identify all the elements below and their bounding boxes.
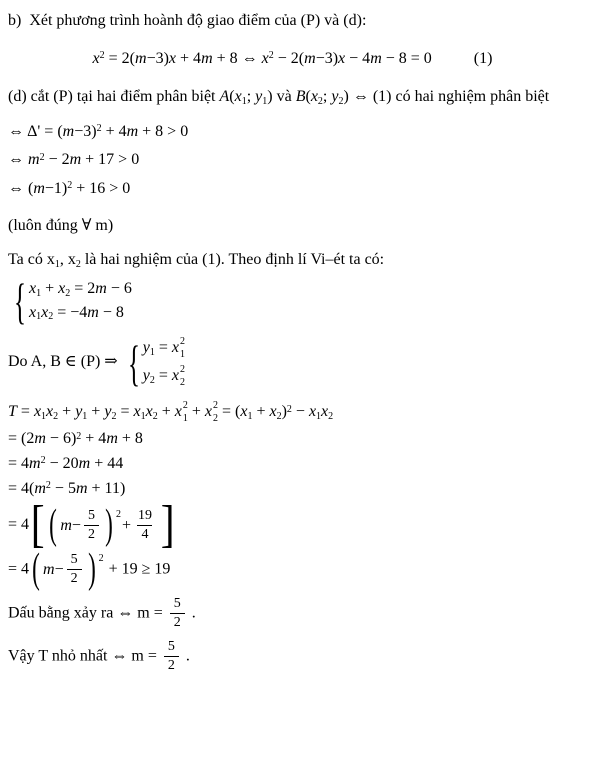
text-run: −3) [146,49,169,67]
text-run: = [154,339,172,357]
superscript: 2 [45,480,51,492]
subscript: 1 [36,287,42,299]
math-variable: x [269,403,277,421]
math-variable: x [168,49,177,67]
text-run: ) ⇔ (1) có hai nghiệm phân biệt [343,88,550,106]
subscript: 2 [328,411,334,423]
text-run: + 4 [81,430,107,448]
math-variable: m [135,49,147,67]
text-run: + [252,403,270,421]
equation-system [8,272,132,329]
text-run: ) [281,403,287,421]
subscript: 1 [247,411,253,423]
system-row [29,279,132,300]
math-variable: x [171,339,179,357]
group-body [43,552,85,587]
math-variable: B [295,88,306,106]
subscript: 2 [48,311,54,323]
text-run: + 11) [87,479,126,497]
text-run: Dấu bằng xảy ra ⇔ m = [8,603,167,621]
text-run: − 6 [106,279,132,297]
text-run: ( [229,88,235,106]
fraction-numerator: 5 [70,552,78,568]
superscript: 2 [76,430,82,442]
subscript: 2 [111,411,117,423]
superscript: 2 [179,364,185,376]
text-run: − 2 [44,151,70,169]
bracket-group [29,496,176,554]
always-true-note [8,215,603,237]
text-run: (1) [473,49,493,67]
group-superscript: 2 [115,508,121,520]
bracket-group [46,501,122,548]
math-variable: x [261,49,269,67]
subscript: 2 [212,413,218,425]
math-variable: m [95,279,107,297]
superscript: 2 [99,50,105,62]
subscript: 1 [182,413,188,425]
math-variable: m [87,303,99,321]
math-variable: m [304,49,316,67]
text-run: −1) [44,179,68,197]
text-run: , x [59,251,76,269]
math-variable: x [338,49,346,67]
text-run: ⇔ Δ' = ( [8,122,63,140]
fraction-numerator: 5 [167,638,175,654]
equation-1 [8,48,603,70]
text-run: Do A, B ∈ (P) ⇒ [8,353,122,371]
system-rows [29,279,132,324]
text-run: + 44 [90,454,124,472]
text-run: = 4 [8,454,30,472]
text-run: = 4 [8,560,30,578]
t-step-complete-square [8,496,603,554]
text-run: = 2( [104,49,135,67]
math-variable: x [41,303,49,321]
text-run: − 5 [50,479,76,497]
bracket-group [29,545,105,592]
text-run: + 17 > 0 [81,151,140,169]
superscript: 2 [182,400,188,412]
math-variable: x [58,279,66,297]
text-run: = [16,403,34,421]
math-variable: m [34,479,46,497]
text-run: ) và [267,88,296,106]
points-on-parabola [8,336,603,389]
delta-expansion-step-2 [8,149,603,171]
text-run: −3) [315,49,339,67]
group-body [60,508,102,543]
equality-condition [8,596,603,631]
system-brace: { [127,334,140,391]
section-b-heading [8,10,603,32]
fraction-denominator: 2 [67,569,82,587]
subscript: 2 [338,95,344,107]
text-run: = 4( [8,479,35,497]
text-run: − 6) [45,430,77,448]
text-run: b) Xét phương trình hoành độ giao điểm của (P) và (d): [8,12,367,29]
math-variable: x [92,49,100,67]
text-run: + [121,516,131,534]
close-delimiter: ) [87,545,96,592]
fraction-numerator: 5 [87,507,95,523]
math-variable: m [62,122,75,140]
t-expression [8,400,603,425]
superscript: 2 [212,400,218,412]
delta-expansion-step-3 [8,178,603,200]
text-run: . [187,603,196,621]
math-variable: m [78,454,91,472]
subscript: 2 [149,375,155,387]
subscript: 2 [152,411,158,423]
text-run: = ( [217,403,241,421]
system-brace: { [14,272,26,329]
viete-intro [8,249,603,271]
text-run: + 4 [101,122,127,140]
text-run: + 4 [176,49,202,67]
text-run: + [87,403,105,421]
text-run: = −4 [53,303,88,321]
text-run: + [41,279,59,297]
subscript: 2 [75,258,81,270]
close-delimiter: ) [105,501,113,548]
text-run: − 8 = 0 [381,49,432,67]
text-run: ; [246,88,256,106]
subscript: 1 [54,258,60,270]
group-superscript: 2 [98,552,104,564]
text-run: + [187,403,205,421]
text-run: . [181,647,190,665]
delta-expansion-step-1 [8,121,603,143]
system-rows [143,336,185,389]
fraction [67,552,82,587]
subscript: 2 [317,95,323,107]
subscript: 2 [179,377,185,389]
math-variable: y [142,339,150,357]
text-run: là hai nghiệm của (1). Theo định lí Vi–ét ta có: [80,251,385,269]
superscript: 2 [96,123,102,135]
subscript: 1 [82,411,88,423]
subscript: 1 [241,95,247,107]
math-variable: y [75,403,83,421]
text-run: − [54,560,64,578]
group-body [46,501,159,548]
math-variable: x [310,88,318,106]
text-run: −3) [74,122,97,140]
subscript: 1 [140,411,146,423]
math-variable: m [33,179,45,197]
math-variable: x [133,403,141,421]
math-variable: m [29,454,41,472]
system-row [143,336,185,361]
fraction-denominator: 4 [137,525,152,543]
math-variable: x [204,403,212,421]
math-variable: m [75,479,88,497]
math-variable: T [8,403,17,421]
text-run: (d) cắt (P) tại hai điểm phân biệt [8,88,220,106]
fraction-denominator: 2 [170,613,185,631]
math-variable: m [201,49,213,67]
math-variable: x [145,403,153,421]
text-run: ( [305,88,311,106]
fraction [164,639,179,674]
math-variable: x [234,88,242,106]
subscript: 1 [316,411,322,423]
stacked-subsup [180,364,185,389]
math-variable: m [34,430,46,448]
math-variable: m [126,122,139,140]
text-run: − 4 [345,49,371,67]
math-variable: x [46,403,54,421]
text-run: ⇔ ( [8,179,34,197]
open-delimiter: [ [30,496,45,554]
subscript: 1 [41,411,47,423]
math-variable: A [219,88,230,106]
fraction [170,596,185,631]
subscript: 1 [262,95,268,107]
superscript: 2 [179,336,185,348]
text-run: = [154,367,172,385]
text-run: = 2 [70,279,96,297]
text-run: − 2( [273,49,305,67]
t-step-factor [8,478,603,500]
math-variable: m [370,49,382,67]
math-variable: x [321,403,329,421]
math-variable: m [106,430,118,448]
fraction-denominator: 2 [84,525,99,543]
text-run: + [157,403,175,421]
math-variable: y [104,403,112,421]
subscript: 2 [276,411,282,423]
text-run: = (2 [8,430,35,448]
system-row [143,364,185,389]
math-variable: y [142,367,150,385]
subscript: 2 [53,411,59,423]
math-variable: y [331,88,339,106]
superscript: 2 [67,180,73,192]
text-run: − 8 [98,303,124,321]
equation-system [122,336,185,389]
text-run: + 8 > 0 [138,122,189,140]
math-variable: x [33,403,42,421]
conclusion [8,639,603,674]
math-variable: x [308,403,317,421]
text-run: + 8 [117,430,143,448]
text-run: ; [322,88,332,106]
fraction-denominator: 2 [164,656,179,674]
fraction [84,508,99,543]
text-run: − [71,516,81,534]
subscript: 1 [36,311,42,323]
text-run: − [291,403,309,421]
text-run: + 19 ≥ 19 [104,560,171,578]
text-run: − 20 [45,454,79,472]
fraction [134,508,156,543]
text-run: ⇔ [8,151,28,169]
text-run: + 8 ⇔ [212,49,262,67]
subscript: 1 [149,347,155,359]
viete-system [8,272,603,329]
superscript: 2 [286,404,292,416]
math-variable: x [174,403,182,421]
intersection-condition [8,86,603,108]
close-delimiter: ] [160,496,175,554]
t-step-quadratic [8,453,603,475]
text-run: Ta có x [8,251,55,269]
math-variable: x [171,367,179,385]
math-variable: y [255,88,263,106]
superscript: 2 [40,455,46,467]
subscript: 1 [179,349,185,361]
math-variable: x [29,279,37,297]
superscript: 2 [268,50,274,62]
open-delimiter: ( [32,545,40,592]
text-run: Vậy T nhỏ nhất ⇔ m = [8,647,161,665]
text-run: + [58,403,76,421]
t-step-expand [8,428,603,450]
math-variable: m [69,151,82,169]
system-row [29,303,132,324]
t-step-minimum-bound [8,545,603,592]
math-variable: m [60,516,72,534]
text-run: = [116,403,134,421]
math-variable: x [29,303,37,321]
text-run: + 16 > 0 [72,179,131,197]
superscript: 2 [39,151,45,163]
fraction-numerator: 5 [173,595,181,611]
math-variable: m [43,560,55,578]
stacked-subsup [180,336,185,361]
text-run: (luôn đúng ∀ m) [8,216,114,234]
text-run: = 4 [8,516,30,534]
math-variable: m [28,151,40,169]
math-variable: x [240,403,248,421]
subscript: 2 [65,287,71,299]
fraction-numerator: 19 [137,507,152,523]
open-delimiter: ( [49,501,58,548]
